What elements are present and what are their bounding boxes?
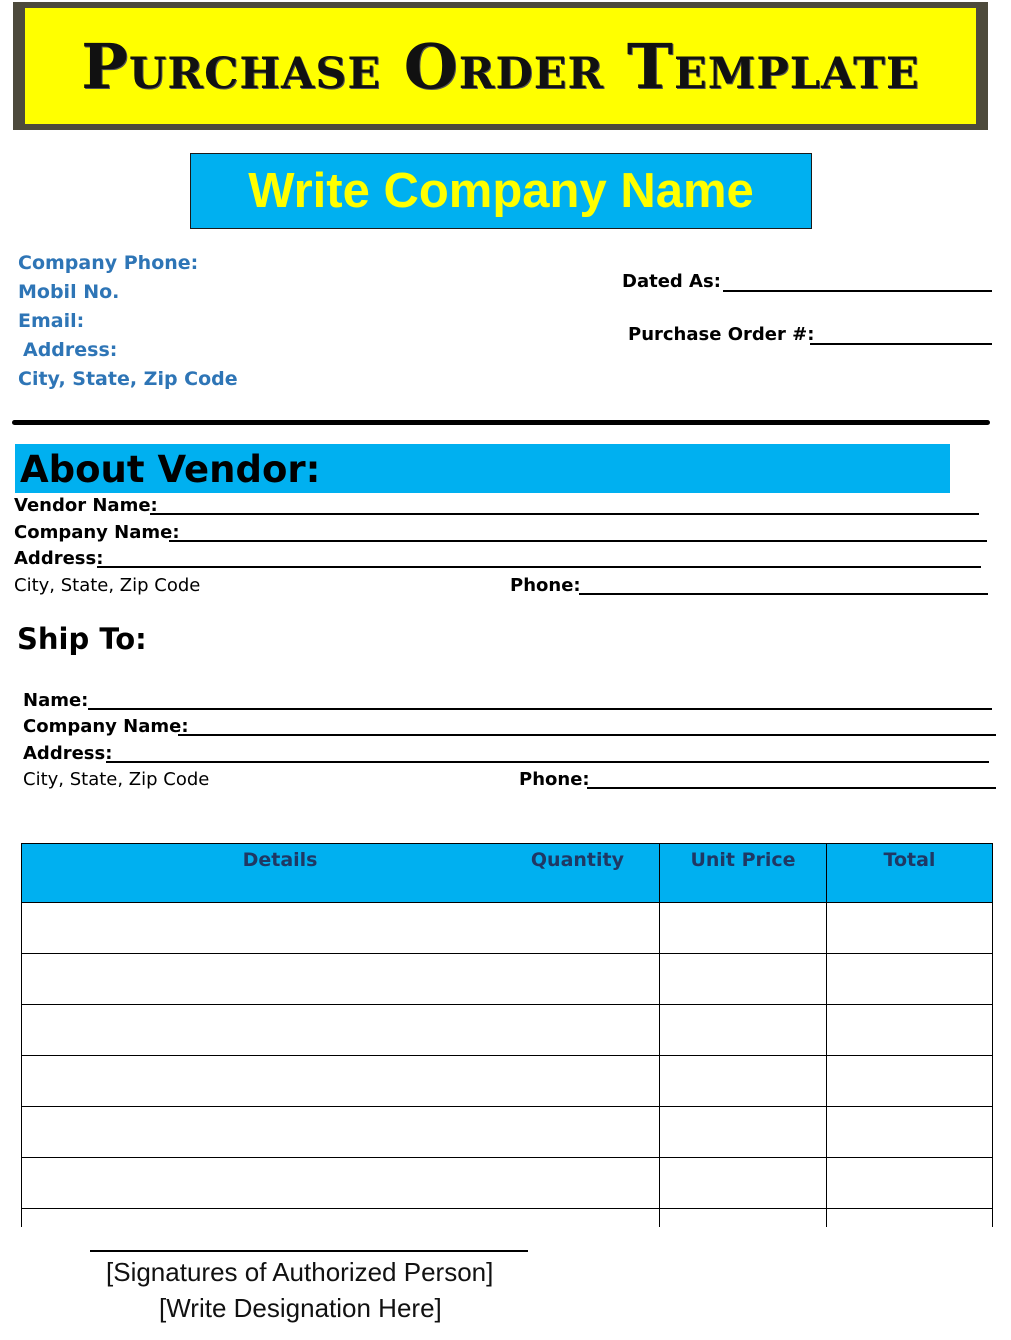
vendor-name-label: Vendor Name:: [14, 495, 158, 516]
items-table: [21, 843, 993, 1227]
table-row: [22, 1107, 993, 1158]
vendor-address-label: Address:: [14, 548, 104, 569]
company-name-box[interactable]: [190, 153, 812, 229]
total-cell[interactable]: [827, 954, 993, 1005]
unit-price-cell[interactable]: [660, 954, 827, 1005]
vendor-heading: About Vendor:: [20, 448, 321, 491]
vendor-city-label: City, State, Zip Code: [14, 575, 201, 596]
email-label: Email:: [18, 310, 85, 332]
mobile-label: Mobil No.: [18, 281, 120, 303]
ship-name-field[interactable]: [88, 708, 992, 710]
table-row: [22, 1056, 993, 1107]
quantity-cell[interactable]: [414, 903, 660, 954]
quantity-cell[interactable]: [414, 1005, 660, 1056]
total-cell[interactable]: [827, 1005, 993, 1056]
company-name[interactable]: Write Company Name: [248, 164, 754, 218]
vendor-company-field[interactable]: [169, 540, 987, 542]
ship-phone-field[interactable]: [587, 787, 996, 789]
unit-price-cell[interactable]: [660, 1209, 827, 1228]
quantity-header: Quantity: [414, 844, 660, 903]
ship-to-heading: Ship To:: [17, 622, 147, 656]
vendor-name-field[interactable]: [150, 513, 979, 515]
ship-city-label: City, State, Zip Code: [23, 769, 210, 790]
table-row: [22, 954, 993, 1005]
table-row: [22, 1005, 993, 1056]
title-banner: [13, 2, 988, 130]
details-header: Details: [22, 844, 414, 903]
document-title: Purchase Order Template: [81, 29, 920, 103]
details-cell[interactable]: [22, 1158, 414, 1209]
vendor-company-label: Company Name:: [14, 522, 180, 543]
details-cell[interactable]: [22, 954, 414, 1005]
ship-company-label: Company Name:: [23, 716, 189, 737]
ship-address-label: Address:: [23, 743, 113, 764]
signature-caption: [Signatures of Authorized Person]: [106, 1257, 494, 1287]
purchase-order-number-label: Purchase Order #:: [628, 324, 815, 345]
designation-caption: [Write Designation Here]: [159, 1293, 442, 1323]
unit-price-cell[interactable]: [660, 1005, 827, 1056]
details-cell[interactable]: [22, 1209, 414, 1228]
table-row-partial: [22, 1209, 993, 1228]
total-cell[interactable]: [827, 903, 993, 954]
vendor-address-field[interactable]: [97, 566, 981, 568]
details-cell[interactable]: [22, 1107, 414, 1158]
details-cell[interactable]: [22, 1005, 414, 1056]
purchase-order-number-field[interactable]: [810, 343, 992, 345]
ship-phone-label: Phone:: [519, 769, 590, 790]
section-divider: [12, 420, 990, 425]
total-cell[interactable]: [827, 1158, 993, 1209]
total-cell[interactable]: [827, 1209, 993, 1228]
title-banner-inner: [25, 8, 976, 124]
quantity-cell[interactable]: [414, 1158, 660, 1209]
ship-address-field[interactable]: [106, 761, 989, 763]
ship-company-field[interactable]: [178, 734, 996, 736]
quantity-cell[interactable]: [414, 954, 660, 1005]
address-label: Address:: [23, 339, 118, 361]
total-cell[interactable]: [827, 1107, 993, 1158]
unit-price-cell[interactable]: [660, 1158, 827, 1209]
table-row: [22, 1158, 993, 1209]
details-cell[interactable]: [22, 903, 414, 954]
quantity-cell[interactable]: [414, 1209, 660, 1228]
total-header: Total: [827, 844, 993, 903]
table-header-row: [22, 844, 993, 903]
unit-price-header: Unit Price: [660, 844, 827, 903]
quantity-cell[interactable]: [414, 1107, 660, 1158]
vendor-phone-field[interactable]: [579, 593, 988, 595]
ship-name-label: Name:: [23, 690, 89, 711]
unit-price-cell[interactable]: [660, 1107, 827, 1158]
dated-as-field[interactable]: [723, 290, 992, 292]
total-cell[interactable]: [827, 1056, 993, 1107]
signature-line[interactable]: [90, 1250, 528, 1252]
quantity-cell[interactable]: [414, 1056, 660, 1107]
unit-price-cell[interactable]: [660, 903, 827, 954]
dated-as-label: Dated As:: [622, 271, 721, 292]
vendor-phone-label: Phone:: [510, 575, 581, 596]
city-state-zip-label: City, State, Zip Code: [18, 368, 238, 390]
unit-price-cell[interactable]: [660, 1056, 827, 1107]
table-row: [22, 903, 993, 954]
company-phone-label: Company Phone:: [18, 252, 199, 274]
details-cell[interactable]: [22, 1056, 414, 1107]
